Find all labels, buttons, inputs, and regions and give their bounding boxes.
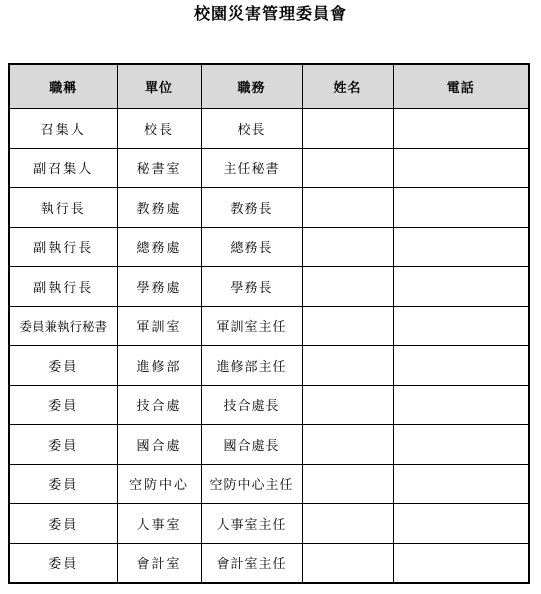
header-name: 姓名: [302, 64, 393, 109]
duty-cell: 技合處長: [201, 385, 302, 425]
unit-cell: 軍訓室: [117, 306, 201, 346]
unit-cell: 國合處: [117, 425, 201, 465]
header-duty: 職務: [201, 64, 302, 109]
table-header-row: [9, 64, 529, 109]
name-cell: [302, 504, 393, 544]
table-row: [9, 425, 529, 465]
header-unit: 單位: [117, 64, 201, 109]
table-row: [9, 148, 529, 188]
phone-cell: [393, 188, 529, 228]
unit-cell: 人事室: [117, 504, 201, 544]
table-row: [9, 188, 529, 228]
phone-cell: [393, 464, 529, 504]
phone-cell: [393, 306, 529, 346]
name-cell: [302, 385, 393, 425]
name-cell: [302, 543, 393, 583]
phone-cell: [393, 504, 529, 544]
unit-cell: 進修部: [117, 346, 201, 386]
role-cell: 副執行長: [9, 227, 117, 267]
table-row: [9, 109, 529, 149]
name-cell: [302, 425, 393, 465]
duty-cell: 進修部主任: [201, 346, 302, 386]
duty-cell: 教務長: [201, 188, 302, 228]
name-cell: [302, 227, 393, 267]
table-row: [9, 227, 529, 267]
role-cell: 委員: [9, 385, 117, 425]
table-row: [9, 543, 529, 583]
table-row: [9, 464, 529, 504]
name-cell: [302, 188, 393, 228]
unit-cell: 技合處: [117, 385, 201, 425]
name-cell: [302, 346, 393, 386]
phone-cell: [393, 109, 529, 149]
duty-cell: 國合處長: [201, 425, 302, 465]
table-row: [9, 267, 529, 307]
unit-cell: 會計室: [117, 543, 201, 583]
role-cell: 副召集人: [9, 148, 117, 188]
phone-cell: [393, 425, 529, 465]
role-cell: 委員: [9, 346, 117, 386]
unit-cell: 秘書室: [117, 148, 201, 188]
role-cell: 副執行長: [9, 267, 117, 307]
role-cell: 委員: [9, 425, 117, 465]
role-cell: 委員兼執行秘書: [9, 306, 117, 346]
name-cell: [302, 148, 393, 188]
role-cell: 執行長: [9, 188, 117, 228]
phone-cell: [393, 227, 529, 267]
table-row: [9, 504, 529, 544]
table-row: [9, 385, 529, 425]
name-cell: [302, 306, 393, 346]
committee-table: [8, 63, 530, 584]
table-row: [9, 346, 529, 386]
unit-cell: 空防中心: [117, 464, 201, 504]
unit-cell: 總務處: [117, 227, 201, 267]
name-cell: [302, 109, 393, 149]
duty-cell: 總務長: [201, 227, 302, 267]
name-cell: [302, 464, 393, 504]
phone-cell: [393, 543, 529, 583]
role-cell: 委員: [9, 464, 117, 504]
table-row: [9, 306, 529, 346]
duty-cell: 人事室主任: [201, 504, 302, 544]
duty-cell: 學務長: [201, 267, 302, 307]
role-cell: 委員: [9, 504, 117, 544]
duty-cell: 軍訓室主任: [201, 306, 302, 346]
duty-cell: 空防中心主任: [201, 464, 302, 504]
name-cell: [302, 267, 393, 307]
role-cell: 召集人: [9, 109, 117, 149]
unit-cell: 學務處: [117, 267, 201, 307]
duty-cell: 主任秘書: [201, 148, 302, 188]
unit-cell: 教務處: [117, 188, 201, 228]
unit-cell: 校長: [117, 109, 201, 149]
header-phone: 電話: [393, 64, 529, 109]
phone-cell: [393, 148, 529, 188]
role-cell: 委員: [9, 543, 117, 583]
document-title: 校園災害管理委員會: [193, 4, 347, 23]
phone-cell: [393, 346, 529, 386]
duty-cell: 校長: [201, 109, 302, 149]
duty-cell: 會計室主任: [201, 543, 302, 583]
header-role: 職稱: [9, 64, 117, 109]
phone-cell: [393, 267, 529, 307]
phone-cell: [393, 385, 529, 425]
